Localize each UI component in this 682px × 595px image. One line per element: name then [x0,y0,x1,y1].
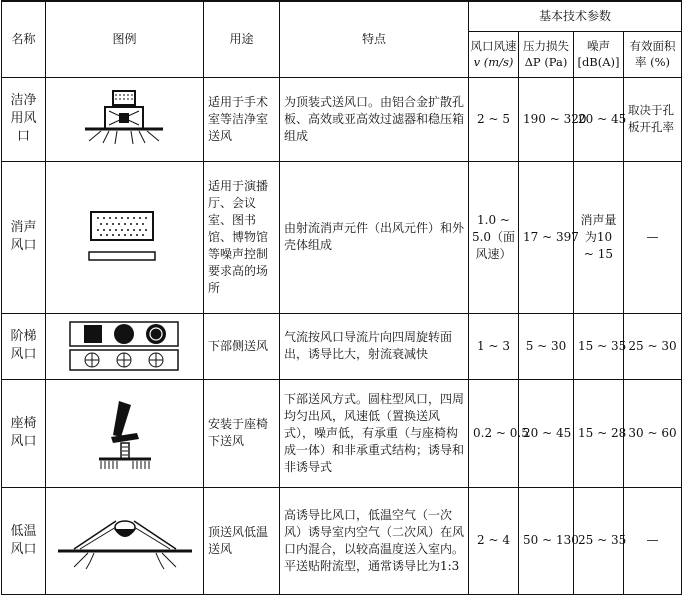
row-noise: 消声量为10 ~ 15 [574,161,624,313]
col-header-speed: 风口风速 v (m/s) [469,31,519,77]
col-header-params: 基本技术参数 [469,1,682,31]
row-pressure: 5 ~ 30 [519,313,574,379]
step-outlet-icon [46,313,204,379]
col-header-area: 有效面积 率 (%) [624,31,682,77]
table-row [2,487,682,594]
row-usage: 顶送风低温送风 [204,487,280,594]
row-noise: 20 ~ 45 [574,77,624,161]
col-header-usage: 用途 [204,1,280,77]
col-header-figure: 图例 [46,1,204,77]
table-row [2,77,682,161]
table-row [2,379,682,487]
clean-air-outlet-icon [46,77,204,161]
row-pressure: 17 ~ 397 [519,161,574,313]
row-area: 25 ~ 30 [624,313,682,379]
row-area: 30 ~ 60 [624,379,682,487]
row-feature: 下部送风方式。圆柱型风口，四周均匀出风，风速低（置换送风式），噪声低，有承重（与座椅构成一体）和非承重式结构；诱导和非诱导式 [280,379,469,487]
row-feature: 气流按风口导流片向四周旋转面出，诱导比大，射流衰减快 [280,313,469,379]
row-usage: 适用于演播厅、会议室、图书馆、博物馆等噪声控制要求高的场所 [204,161,280,313]
row-area: 取决于孔板开孔率 [624,77,682,161]
table-row [2,161,682,313]
row-noise: 15 ~ 35 [574,313,624,379]
low-temp-outlet-icon [46,487,204,594]
row-area: — [624,487,682,594]
row-pressure: 190 ~ 320 [519,77,574,161]
row-usage: 下部侧送风 [204,313,280,379]
outlet-table [1,0,682,595]
row-name: 低温风口 [2,487,46,594]
col-header-feature: 特点 [280,1,469,77]
row-name: 阶梯风口 [2,313,46,379]
row-usage: 适用于手术室等洁净室送风 [204,77,280,161]
row-speed: 0.2 ~ 0.5 [469,379,519,487]
row-feature: 高诱导比风口，低温空气（一次风）诱导室内空气（二次风）在风口内混合，以较高温度送入室内。平送贴附流型，通常诱导比为1:3 [280,487,469,594]
col-header-pressure: 压力损失 ΔP (Pa) [519,31,574,77]
row-speed: 2 ~ 4 [469,487,519,594]
row-speed: 1 ~ 3 [469,313,519,379]
silencer-outlet-icon [46,161,204,313]
col-header-name: 名称 [2,1,46,77]
row-speed: 1.0 ~ 5.0（面风速） [469,161,519,313]
row-feature: 由射流消声元件（出风元件）和外壳体组成 [280,161,469,313]
row-area: — [624,161,682,313]
row-pressure: 50 ~ 130 [519,487,574,594]
row-noise: 25 ~ 35 [574,487,624,594]
row-name: 座椅风口 [2,379,46,487]
seat-outlet-icon [46,379,204,487]
row-pressure: 20 ~ 45 [519,379,574,487]
row-name: 消声风口 [2,161,46,313]
col-header-noise: 噪声 [dB(A)] [574,31,624,77]
row-usage: 安装于座椅下送风 [204,379,280,487]
row-name: 洁净用风口 [2,77,46,161]
row-speed: 2 ~ 5 [469,77,519,161]
row-feature: 为顶装式送风口。由铝合金扩散孔板、高效或亚高效过滤器和稳压箱组成 [280,77,469,161]
row-noise: 15 ~ 28 [574,379,624,487]
table-row [2,313,682,379]
